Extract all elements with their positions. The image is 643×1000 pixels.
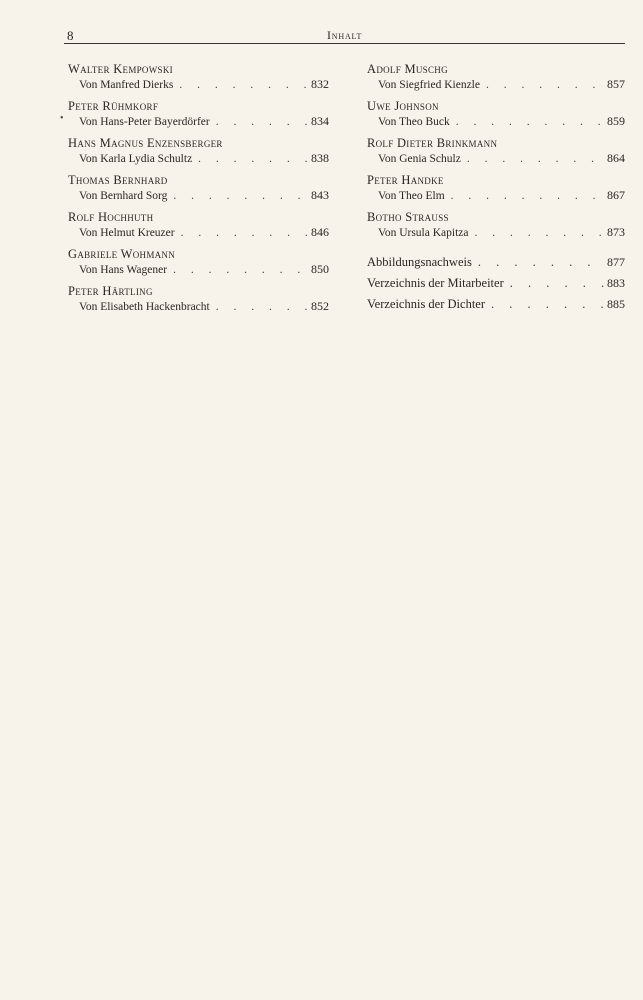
stray-mark: • <box>60 113 64 124</box>
toc-page: 867 <box>607 188 625 202</box>
toc-entry <box>68 284 329 315</box>
toc-contributor: Von Genia Schulz <box>378 153 461 165</box>
toc-page: 873 <box>607 225 625 239</box>
toc-sub-line <box>367 76 625 93</box>
toc-author: Adolf Muschg <box>367 62 448 76</box>
toc-contributor: Von Ursula Kapitza <box>378 227 469 239</box>
toc-author: Peter Handke <box>367 173 444 187</box>
toc-sub-line <box>367 113 625 130</box>
toc-entry <box>68 247 329 278</box>
toc-author: Thomas Bernhard <box>68 173 168 187</box>
toc-sub-line <box>68 261 329 278</box>
toc-appendix-title: Verzeichnis der Dichter <box>367 297 485 311</box>
toc-appendix-entry <box>367 295 625 313</box>
dot-leader <box>175 225 309 241</box>
toc-sub-line <box>68 150 329 167</box>
toc-entry <box>68 173 329 204</box>
toc-sub-line <box>68 187 329 204</box>
toc-sub-line <box>367 187 625 204</box>
dot-leader <box>173 77 309 93</box>
toc-sub-line <box>367 150 625 167</box>
toc-entry <box>68 62 329 93</box>
toc-page: 857 <box>607 77 625 91</box>
toc-contributor: Von Helmut Kreuzer <box>79 227 175 239</box>
running-head: Inhalt <box>327 28 363 42</box>
toc-appendix-title: Abbildungsnachweis <box>367 255 472 269</box>
toc-contributor: Von Siegfried Kienzle <box>378 79 480 91</box>
toc-author: Peter Rühmkorf <box>68 99 159 113</box>
dot-leader <box>210 114 309 130</box>
dot-leader <box>461 151 605 167</box>
toc-appendix-entry <box>367 253 625 271</box>
toc-contributor: Von Karla Lydia Schultz <box>79 153 193 165</box>
toc-sub-line <box>68 76 329 93</box>
toc-appendix-title: Verzeichnis der Mitarbeiter <box>367 276 504 290</box>
toc-contributor: Von Theo Elm <box>378 190 445 202</box>
toc-author: Botho Strauss <box>367 210 449 224</box>
toc-author: Peter Härtling <box>68 284 153 298</box>
toc-author: Walter Kempowski <box>68 62 173 76</box>
toc-sub-line <box>367 224 625 241</box>
toc-contributor: Von Hans Wagener <box>79 264 168 276</box>
toc-page: 864 <box>607 151 625 165</box>
toc-entry <box>68 210 329 241</box>
toc-page: 843 <box>311 188 329 202</box>
toc-contributor: Von Bernhard Sorg <box>79 190 168 202</box>
toc-page: 859 <box>607 114 625 128</box>
toc-sub-line <box>68 113 329 130</box>
toc-sub-line <box>68 298 329 315</box>
dot-leader <box>450 114 605 130</box>
toc-right-column <box>367 62 625 316</box>
dot-leader <box>480 77 605 93</box>
toc-entry <box>68 99 329 130</box>
dot-leader <box>485 295 605 313</box>
toc-page: 846 <box>311 225 329 239</box>
dot-leader <box>167 188 309 204</box>
page-number: 8 <box>67 28 74 43</box>
toc-author: Uwe Johnson <box>367 99 439 113</box>
toc-entry <box>367 173 625 204</box>
toc-contributor: Von Hans-Peter Bayerdörfer <box>79 116 210 128</box>
toc-contributor: Von Theo Buck <box>378 116 450 128</box>
toc-page: 838 <box>311 151 329 165</box>
toc-entry <box>367 99 625 130</box>
toc-left-column <box>68 62 329 321</box>
dot-leader <box>167 262 309 278</box>
toc-entry <box>367 136 625 167</box>
toc-entry <box>367 62 625 93</box>
toc-page: 885 <box>607 297 625 311</box>
dot-leader <box>469 225 606 241</box>
toc-page: 850 <box>311 262 329 276</box>
dot-leader <box>210 299 309 315</box>
toc-author: Gabriele Wohmann <box>68 247 176 261</box>
toc-appendix-entry <box>367 274 625 292</box>
toc-page: 877 <box>607 255 625 269</box>
toc-page: 883 <box>607 276 625 290</box>
toc-page: 834 <box>311 114 329 128</box>
toc-entry <box>367 210 625 241</box>
dot-leader <box>192 151 309 167</box>
header-rule <box>64 43 625 44</box>
dot-leader <box>472 253 605 271</box>
toc-contributor: Von Elisabeth Hackenbracht <box>79 301 210 313</box>
toc-author: Rolf Dieter Brinkmann <box>367 136 498 150</box>
toc-page: 852 <box>311 299 329 313</box>
toc-sub-line <box>68 224 329 241</box>
toc-contributor: Von Manfred Dierks <box>79 79 174 91</box>
toc-entry <box>68 136 329 167</box>
toc-page: 832 <box>311 77 329 91</box>
dot-leader <box>504 274 605 292</box>
dot-leader <box>445 188 605 204</box>
toc-author: Rolf Hochhuth <box>68 210 154 224</box>
toc-author: Hans Magnus Enzensberger <box>68 136 223 150</box>
